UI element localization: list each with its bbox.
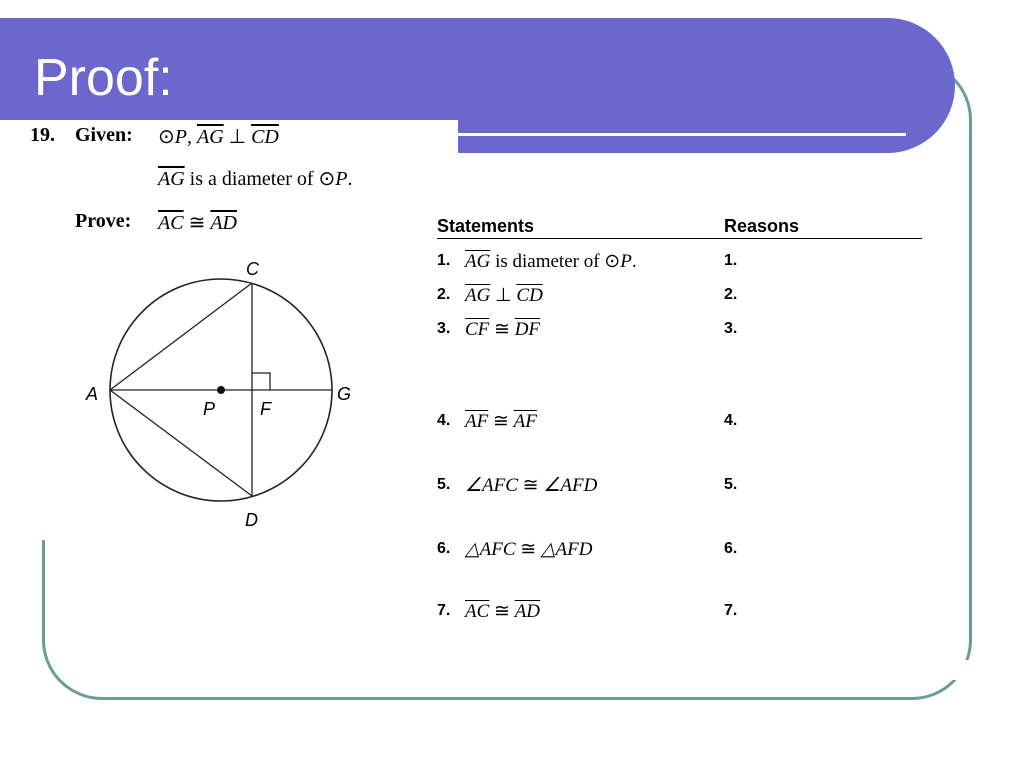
- slide-title: Proof:: [34, 49, 173, 107]
- segment-label: $\overline{AG}$: [196, 126, 224, 148]
- frame-gap: [948, 660, 978, 680]
- reason: 6.: [724, 540, 738, 557]
- segment-label: $\overline{AG}$: [158, 168, 185, 190]
- point-label: P: [174, 126, 187, 148]
- circle-symbol: ⊙: [158, 126, 175, 148]
- row-number: 4.: [437, 412, 451, 429]
- congruent-symbol: ≅: [183, 212, 211, 234]
- statement: [465, 284, 543, 307]
- prove-statement: [158, 210, 237, 235]
- reason: 7.: [724, 602, 738, 619]
- perpendicular-symbol: ⊥: [223, 126, 252, 148]
- statement: [465, 318, 540, 341]
- segment-label: $\overline{DF}$: [514, 319, 541, 340]
- statement: [465, 600, 540, 623]
- proof-table-header: [437, 216, 922, 239]
- segment-label: $\overline{AF}$: [465, 411, 489, 432]
- period: .: [347, 168, 353, 190]
- segment-ad: [110, 390, 252, 496]
- period: .: [631, 251, 637, 272]
- row-number: 1.: [437, 252, 451, 269]
- table-row: [437, 538, 922, 564]
- row-number: 7.: [437, 602, 451, 619]
- reason: 2.: [724, 286, 738, 303]
- angle-label: ∠AFD: [543, 475, 598, 496]
- label-d: D: [245, 510, 258, 530]
- table-row: [437, 410, 922, 436]
- statement: [465, 410, 537, 433]
- table-row: [437, 250, 922, 276]
- angle-label: ∠AFC: [465, 475, 518, 496]
- statement: [465, 474, 597, 497]
- triangle-label: △AFD: [540, 539, 593, 560]
- segment-label: $\overline{AD}$: [514, 601, 541, 622]
- statement-text: is diameter of ⊙: [490, 251, 621, 272]
- row-number: 3.: [437, 320, 451, 337]
- reason: 3.: [724, 320, 738, 337]
- row-number: 5.: [437, 476, 451, 493]
- segment-label: $\overline{CD}$: [251, 126, 279, 148]
- row-number: 2.: [437, 286, 451, 303]
- given-line-2: [158, 166, 353, 191]
- statement: [465, 538, 592, 561]
- given-line-1: [158, 124, 279, 149]
- row-number: 6.: [437, 540, 451, 557]
- segment-label: $\overline{CD}$: [516, 285, 543, 306]
- table-row: [437, 474, 922, 500]
- reason: 1.: [724, 252, 738, 269]
- circle-symbol: ⊙: [318, 168, 336, 190]
- statement-text: ≅: [515, 539, 541, 560]
- label-c: C: [246, 259, 259, 279]
- statement-text: ≅: [517, 475, 544, 496]
- label-p: P: [203, 399, 216, 419]
- segment-label: $\overline{AF}$: [513, 411, 537, 432]
- table-row: [437, 284, 922, 310]
- problem-number: 19.: [30, 124, 55, 146]
- right-angle-mark: [252, 373, 270, 390]
- segment-label: $\overline{AC}$: [158, 212, 184, 234]
- segment-label: $\overline{AG}$: [465, 251, 491, 272]
- point-label: P: [620, 251, 632, 272]
- statement: [465, 250, 637, 273]
- segment-label: $\overline{AD}$: [210, 212, 237, 234]
- statement-text: ⊥: [490, 285, 517, 306]
- label-f: F: [260, 399, 271, 419]
- segment-label: $\overline{AG}$: [465, 285, 491, 306]
- statement-text: ≅: [489, 319, 515, 340]
- table-row: [437, 318, 922, 344]
- segment-label: $\overline{CF}$: [465, 319, 490, 340]
- triangle-label: △AFC: [465, 539, 516, 560]
- circle-diagram: [80, 250, 380, 540]
- given-label: Given:: [75, 124, 133, 146]
- reason: 4.: [724, 412, 738, 429]
- statement-text: ≅: [488, 411, 514, 432]
- separator: ,: [186, 126, 197, 148]
- point-label: P: [335, 168, 348, 190]
- statement-text: ≅: [489, 601, 515, 622]
- title-underline: [458, 133, 906, 136]
- center-point: [217, 386, 225, 394]
- header-statements: Statements: [437, 216, 535, 236]
- prove-label: Prove:: [75, 210, 132, 232]
- given-text: is a diameter of: [184, 168, 319, 190]
- header-reasons: Reasons: [724, 216, 800, 236]
- reason: 5.: [724, 476, 738, 493]
- label-a: A: [86, 384, 99, 404]
- table-row: [437, 600, 922, 626]
- segment-label: $\overline{AC}$: [465, 601, 490, 622]
- label-g: G: [337, 384, 352, 404]
- segment-ac: [110, 283, 252, 390]
